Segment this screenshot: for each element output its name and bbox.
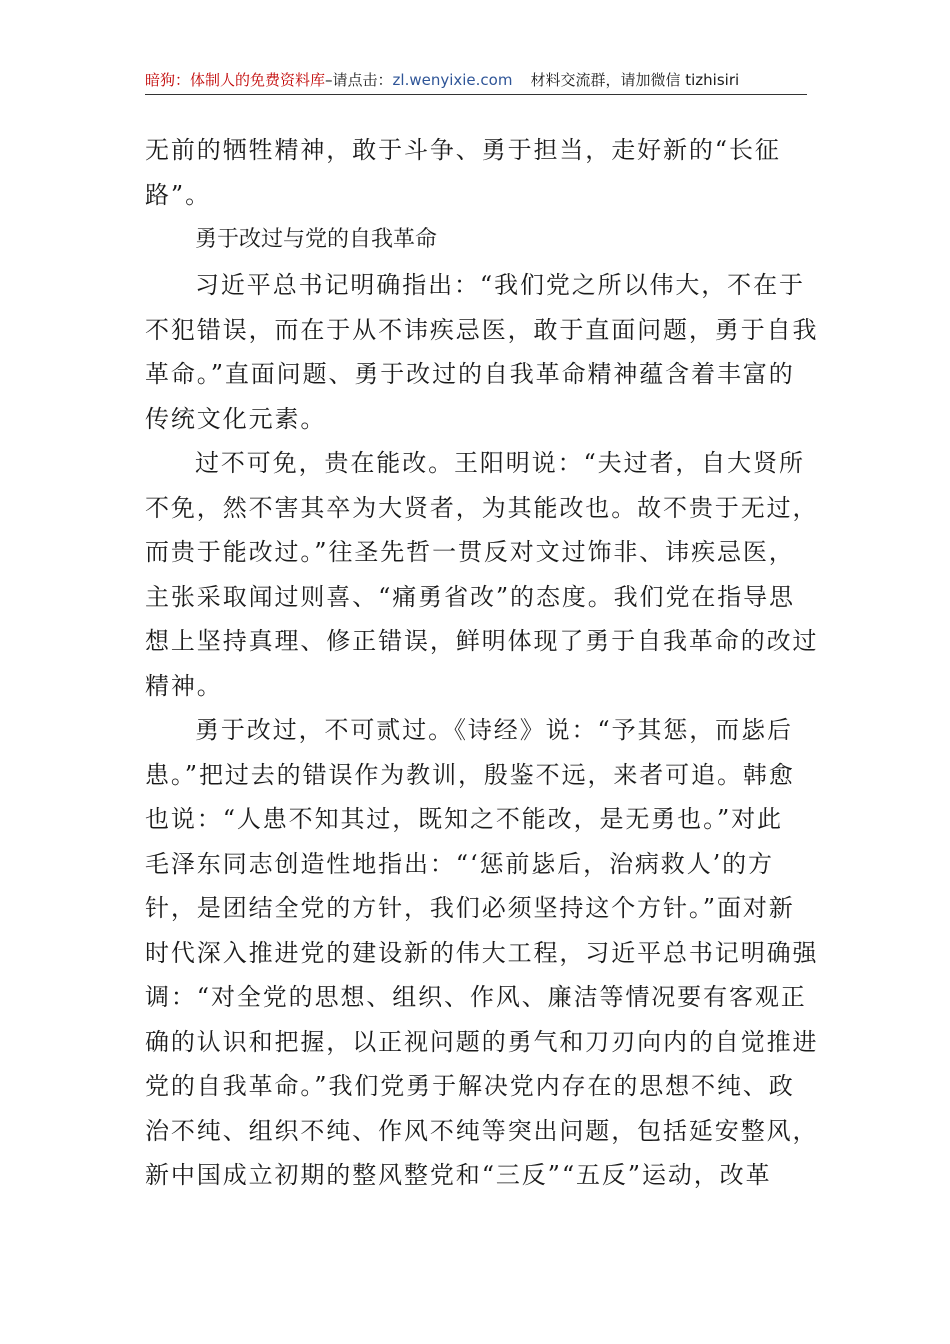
paragraph-line: 时代深入推进党的建设新的伟大工程，习近平总书记明确强 <box>145 938 819 967</box>
paragraph-line: 不免，然不害其卒为大贤者，为其能改也。故不贵于无过， <box>145 493 819 522</box>
paragraph-line: 调：“对全党的思想、组织、作风、廉洁等情况要有客观正 <box>145 983 807 1011</box>
paragraph-line: 过不可免，贵在能改。王阳明说：“夫过者，自大贤所 <box>195 449 805 477</box>
paragraph-line: 传统文化元素。 <box>145 404 327 433</box>
paragraph-line: 患。”把过去的错误作为教训，殷鉴不远，来者可追。韩愈 <box>145 760 795 789</box>
paragraph-line: 也说：“人患不知其过，既知之不能改，是无勇也。”对此 <box>145 805 783 833</box>
paragraph-line: 确的认识和把握，以正视问题的勇气和刀刃向内的自觉推进 <box>145 1027 819 1056</box>
paragraph-line: 不犯错误，而在于从不讳疾忌医，敢于直面问题，勇于自我 <box>145 315 819 344</box>
paragraph-line: 革命。”直面问题、勇于改过的自我革命精神蕴含着丰富的 <box>145 360 795 388</box>
header-url-link[interactable]: zl.wenyixie.com <box>392 71 513 89</box>
paragraph-line: 路”。 <box>145 180 211 209</box>
section-heading: 勇于改过与党的自我革命 <box>195 227 438 252</box>
document-body <box>145 128 819 1198</box>
paragraph-line: 而贵于能改过。”往圣先哲一贯反对文过饰非、讳疾忌医， <box>145 538 795 566</box>
paragraph-line: 主张采取闻过则喜、“痛勇省改”的态度。我们党在指导思 <box>145 582 795 611</box>
paragraph-line: 党的自我革命。”我们党勇于解决党内存在的思想不纯、政 <box>145 1072 795 1100</box>
header-divider <box>145 94 807 95</box>
paragraph-line: 无前的牺牲精神，敢于斗争、勇于担当，走好新的“长征 <box>145 136 781 164</box>
paragraph-line: 治不纯、组织不纯、作风不纯等突出问题，包括延安整风， <box>145 1116 819 1145</box>
header-prompt: –请点击： <box>325 71 393 89</box>
page-header <box>145 66 807 94</box>
paragraph-line: 新中国成立初期的整风整党和“三反”“五反”运动，改革 <box>145 1161 772 1189</box>
paragraph-line: 勇于改过，不可贰过。《诗经》说：“予其惩，而毖后 <box>195 716 793 744</box>
paragraph-line: 习近平总书记明确指出：“我们党之所以伟大，不在于 <box>195 271 805 299</box>
header-brand: 暗狗：体制人的免费资料库 <box>145 71 326 89</box>
paragraph-line: 精神。 <box>145 671 223 700</box>
paragraph-line: 想上坚持真理、修正错误，鲜明体现了勇于自我革命的改过 <box>145 627 819 655</box>
header-contact: 材料交流群，请加微信 tizhisiri <box>530 71 740 89</box>
paragraph-line: 针，是团结全党的方针，我们必须坚持这个方针。”面对新 <box>145 894 795 922</box>
paragraph-line: 毛泽东同志创造性地指出：“‘惩前毖后，治病救人’的方 <box>145 849 774 878</box>
